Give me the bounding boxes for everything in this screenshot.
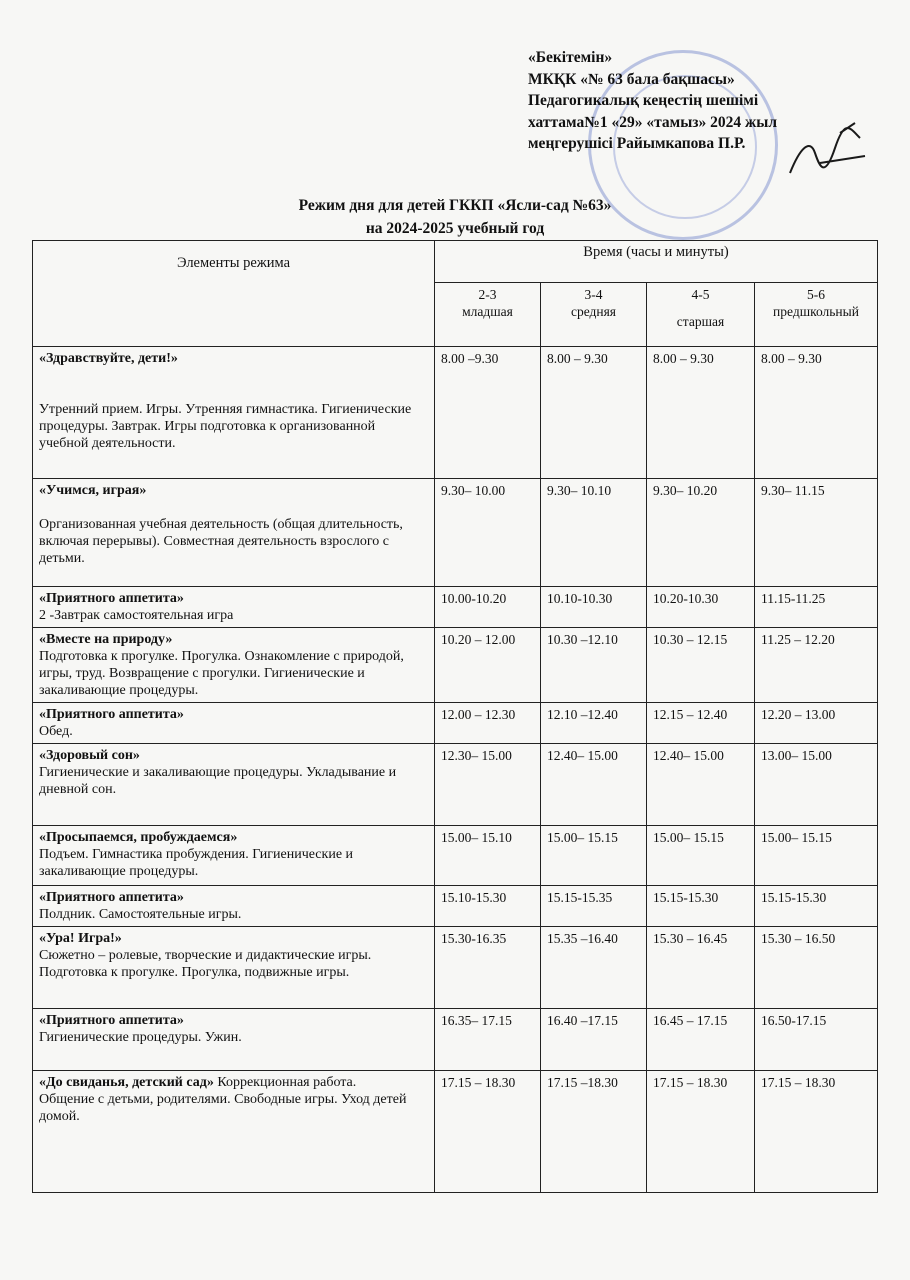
regime-element-name: «Учимся, играя» <box>39 483 147 498</box>
group-header-2-3 <box>435 283 541 347</box>
time-cell-4-5: 10.20-10.30 <box>647 587 755 628</box>
group-name: старшая <box>676 314 725 329</box>
regime-element-cell <box>33 826 435 886</box>
group-age: 2-3 <box>478 287 497 302</box>
time-cell-5-6: 11.15-11.25 <box>755 587 878 628</box>
regime-element-description: Общение с детьми, родителями. Свободные игры. Уход детей домой. <box>39 1092 407 1124</box>
regime-element-name-suffix: Коррекционная работа. <box>213 1075 357 1090</box>
column-header-elements: Элементы режима <box>33 241 435 347</box>
time-cell-5-6: 17.15 – 18.30 <box>755 1071 878 1193</box>
schedule-row <box>33 703 878 744</box>
regime-element-name: «Приятного аппетита» <box>39 591 184 606</box>
time-cell-5-6: 15.30 – 16.50 <box>755 927 878 1009</box>
regime-element-description: Гигиенические процедуры. Ужин. <box>39 1030 242 1045</box>
document-subtitle: на 2024-2025 учебный год <box>365 220 545 237</box>
regime-element-cell <box>33 1009 435 1071</box>
time-cell-5-6: 9.30– 11.15 <box>755 479 878 587</box>
schedule-row <box>33 347 878 479</box>
time-cell-3-4: 15.35 –16.40 <box>541 927 647 1009</box>
group-header-4-5 <box>647 283 755 347</box>
approval-block <box>528 47 777 155</box>
time-cell-2-3: 10.20 – 12.00 <box>435 628 541 703</box>
schedule-row <box>33 628 878 703</box>
time-cell-3-4: 12.40– 15.00 <box>541 744 647 826</box>
regime-element-description: Утренний прием. Игры. Утренняя гимнастика. Гигиенические процедуры. Завтрак. Игры подготовка к организованной учебной деятельности. <box>39 402 412 451</box>
time-cell-5-6: 12.20 – 13.00 <box>755 703 878 744</box>
schedule-row <box>33 744 878 826</box>
time-cell-3-4: 17.15 –18.30 <box>541 1071 647 1193</box>
regime-element-title <box>39 1074 428 1091</box>
group-age: 4-5 <box>691 287 710 302</box>
regime-element-cell <box>33 587 435 628</box>
time-cell-3-4: 10.10-10.30 <box>541 587 647 628</box>
group-name: средняя <box>570 304 617 319</box>
column-header-time: Время (часы и минуты) <box>435 241 878 283</box>
regime-element-cell <box>33 628 435 703</box>
time-cell-4-5: 15.30 – 16.45 <box>647 927 755 1009</box>
regime-element-cell <box>33 744 435 826</box>
schedule-row <box>33 826 878 886</box>
approval-line: «Бекітемін» <box>528 49 613 66</box>
schedule-row <box>33 927 878 1009</box>
group-age: 5-6 <box>807 287 825 302</box>
signature-icon <box>780 118 870 188</box>
time-cell-5-6: 15.00– 15.15 <box>755 826 878 886</box>
time-cell-2-3: 15.30-16.35 <box>435 927 541 1009</box>
regime-element-cell <box>33 886 435 927</box>
regime-element-name: «Ура! Игра!» <box>39 931 122 946</box>
time-cell-5-6: 11.25 – 12.20 <box>755 628 878 703</box>
group-header-3-4 <box>541 283 647 347</box>
time-cell-2-3: 8.00 –9.30 <box>435 347 541 479</box>
time-cell-4-5: 15.15-15.30 <box>647 886 755 927</box>
time-cell-4-5: 15.00– 15.15 <box>647 826 755 886</box>
time-cell-2-3: 12.00 – 12.30 <box>435 703 541 744</box>
schedule-table <box>32 240 878 1193</box>
time-cell-2-3: 17.15 – 18.30 <box>435 1071 541 1193</box>
approval-line: МКҚК «№ 63 бала бақшасы» <box>528 70 735 88</box>
time-cell-3-4: 10.30 –12.10 <box>541 628 647 703</box>
regime-element-description: Организованная учебная деятельность (общая длительность, включая перерывы). Совместная деятельность взрослого с детьми. <box>39 517 403 566</box>
regime-element-cell <box>33 1071 435 1193</box>
time-cell-3-4: 12.10 –12.40 <box>541 703 647 744</box>
time-cell-5-6: 16.50-17.15 <box>755 1009 878 1071</box>
group-name: предшкольный <box>773 304 859 319</box>
schedule-row <box>33 1009 878 1071</box>
group-name: младшая <box>462 304 513 319</box>
approval-line: хаттама№1 «29» «тамыз» 2024 жыл <box>528 113 778 131</box>
time-cell-2-3: 12.30– 15.00 <box>435 744 541 826</box>
regime-element-description: Полдник. Самостоятельные игры. <box>39 907 242 922</box>
schedule-row <box>33 886 878 927</box>
document-title: Режим дня для детей ГККП «Ясли-сад №63» <box>298 197 612 214</box>
regime-element-name: «Приятного аппетита» <box>39 890 184 905</box>
time-cell-2-3: 15.00– 15.10 <box>435 826 541 886</box>
approval-line: Педагогикалық кеңестің шешімі <box>528 92 759 109</box>
spacer <box>39 499 428 516</box>
schedule-row <box>33 1071 878 1193</box>
regime-element-name: «Приятного аппетита» <box>39 1013 184 1028</box>
regime-element-name: «До свиданья, детский сад» <box>39 1075 214 1090</box>
regime-element-cell <box>33 703 435 744</box>
time-cell-3-4: 15.15-15.35 <box>541 886 647 927</box>
time-cell-5-6: 13.00– 15.00 <box>755 744 878 826</box>
regime-element-description: Обед. <box>39 724 73 739</box>
regime-element-description: Сюжетно – ролевые, творческие и дидактические игры. Подготовка к прогулке. Прогулка, подвижные игры. <box>39 948 372 980</box>
spacer <box>39 367 428 384</box>
time-cell-4-5: 9.30– 10.20 <box>647 479 755 587</box>
time-cell-4-5: 12.15 – 12.40 <box>647 703 755 744</box>
regime-element-cell <box>33 479 435 587</box>
time-cell-3-4: 16.40 –17.15 <box>541 1009 647 1071</box>
regime-element-cell <box>33 347 435 479</box>
time-cell-4-5: 17.15 – 18.30 <box>647 1071 755 1193</box>
time-cell-4-5: 8.00 – 9.30 <box>647 347 755 479</box>
regime-element-name: «Вместе на природу» <box>39 632 173 647</box>
regime-element-description: Подготовка к прогулке. Прогулка. Ознакомление с природой, игры, труд. Возвращение с прогулки. Гигиенические и закаливающие процедуры. <box>39 649 404 698</box>
time-cell-3-4: 9.30– 10.10 <box>541 479 647 587</box>
time-cell-4-5: 12.40– 15.00 <box>647 744 755 826</box>
regime-element-name: «Здравствуйте, дети!» <box>39 351 178 366</box>
time-cell-4-5: 16.45 – 17.15 <box>647 1009 755 1071</box>
regime-element-name: «Здоровый сон» <box>39 748 140 763</box>
time-cell-5-6: 15.15-15.30 <box>755 886 878 927</box>
schedule-row <box>33 587 878 628</box>
time-cell-4-5: 10.30 – 12.15 <box>647 628 755 703</box>
time-cell-2-3: 16.35– 17.15 <box>435 1009 541 1071</box>
regime-element-cell <box>33 927 435 1009</box>
approval-line: меңгерушісі Райымкапова П.Р. <box>528 135 746 152</box>
group-header-5-6 <box>755 283 878 347</box>
regime-element-name: «Просыпаемся, пробуждаемся» <box>39 830 238 845</box>
regime-element-description: Подъем. Гимнастика пробуждения. Гигиенические и закаливающие процедуры. <box>39 847 354 879</box>
regime-element-description: 2 -Завтрак самостоятельная игра <box>39 608 234 623</box>
schedule-row <box>33 479 878 587</box>
time-cell-2-3: 9.30– 10.00 <box>435 479 541 587</box>
time-cell-2-3: 15.10-15.30 <box>435 886 541 927</box>
regime-element-description: Гигиенические и закаливающие процедуры. Укладывание и дневной сон. <box>39 765 397 797</box>
regime-element-name: «Приятного аппетита» <box>39 707 184 722</box>
time-cell-2-3: 10.00-10.20 <box>435 587 541 628</box>
time-cell-3-4: 15.00– 15.15 <box>541 826 647 886</box>
time-cell-5-6: 8.00 – 9.30 <box>755 347 878 479</box>
time-cell-3-4: 8.00 – 9.30 <box>541 347 647 479</box>
group-age: 3-4 <box>584 287 603 302</box>
